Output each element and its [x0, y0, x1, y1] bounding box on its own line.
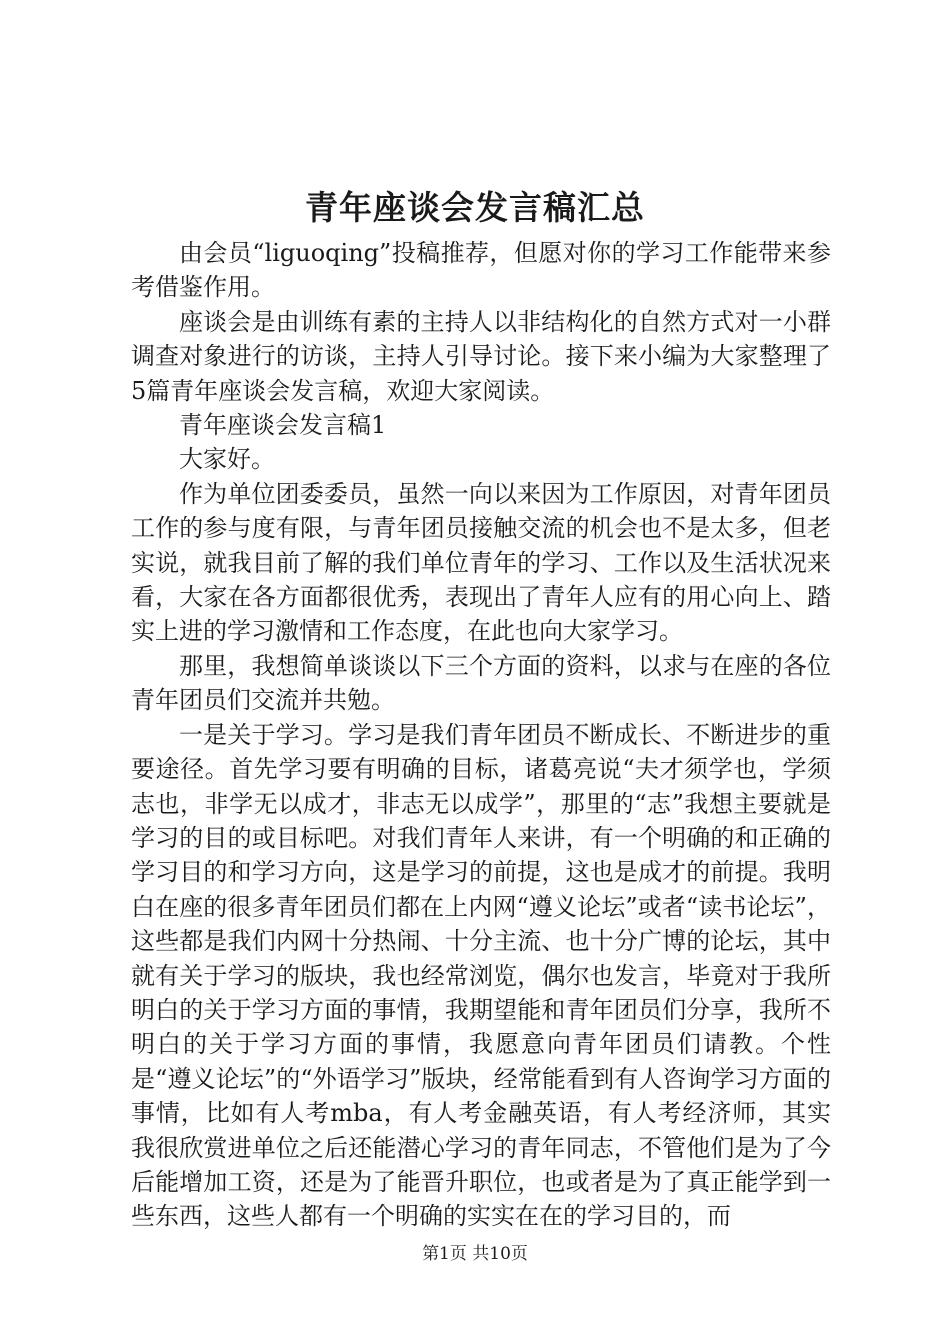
document-body — [131, 236, 831, 1234]
paragraph-definition: 座谈会是由训练有素的主持人以非结构化的自然方式对一小群调查对象进行的访谈，主持人引导讨论。接下来小编为大家整理了5篇青年座谈会发言稿，欢迎大家阅读。 — [131, 307, 831, 405]
page-number: 第1页 共10页 — [422, 1244, 528, 1264]
paragraph-body: 一是关于学习。学习是我们青年团员不断成长、不断进步的重要途径。首先学习要有明确的目标，诸葛亮说“夫才须学也，学须志也，非学无以成才，非志无以成学”，那里的“志”我想主要就是学习的目的或目标吧。对我们青年人来讲，有一个明确的和正确的学习目的和学习方向，这是学习的前提，这也是成才的前提。我明白在座的很多青年团员们都在上内网“遵义论坛”或者“读书论坛”，这些都是我们内网十分热闹、十分主流、也十分广博的论坛，其中就有关于学习的版块，我也经常浏览，偶尔也发言，毕竟对于我所明白的关于学习方面的事情，我期望能和青年团员们分享，我所不明白的关于学习方面的事情，我愿意向青年团员们请教。个性是“遵义论坛”的“外语学习”版块，经常能看到有人咨询学习方面的事情，比如有人考mba，有人考金融英语，有人考经济师，其实我很欣赏进单位之后还能潜心学习的青年同志，不管他们是为了今后能增加工资，还是为了能晋升职位，也或者是为了真正能学到一些东西，这些人都有一个明确的实实在在的学习目的，而 — [131, 720, 831, 1231]
paragraph-body: 那里，我想简单谈谈以下三个方面的资料，以求与在座的各位青年团员们交流并共勉。 — [131, 651, 831, 715]
paragraph-intro: 由会员“liguoqing”投稿推荐，但愿对你的学习工作能带来参考借鉴作用。 — [131, 239, 831, 302]
paragraph-greeting: 大家好。 — [179, 445, 275, 474]
section-heading: 青年座谈会发言稿1 — [179, 411, 387, 440]
paragraph-body: 作为单位团委委员，虽然一向以来因为工作原因，对青年团员工作的参与度有限，与青年团员接触交流的机会也不是太多，但老实说，就我目前了解的我们单位青年的学习、工作以及生活状况来看，大家在各方面都很优秀，表现出了青年人应有的用心向上、踏实上进的学习激情和工作态度，在此也向大家学习。 — [131, 479, 831, 646]
document-title: 青年座谈会发言稿汇总 — [305, 188, 645, 227]
